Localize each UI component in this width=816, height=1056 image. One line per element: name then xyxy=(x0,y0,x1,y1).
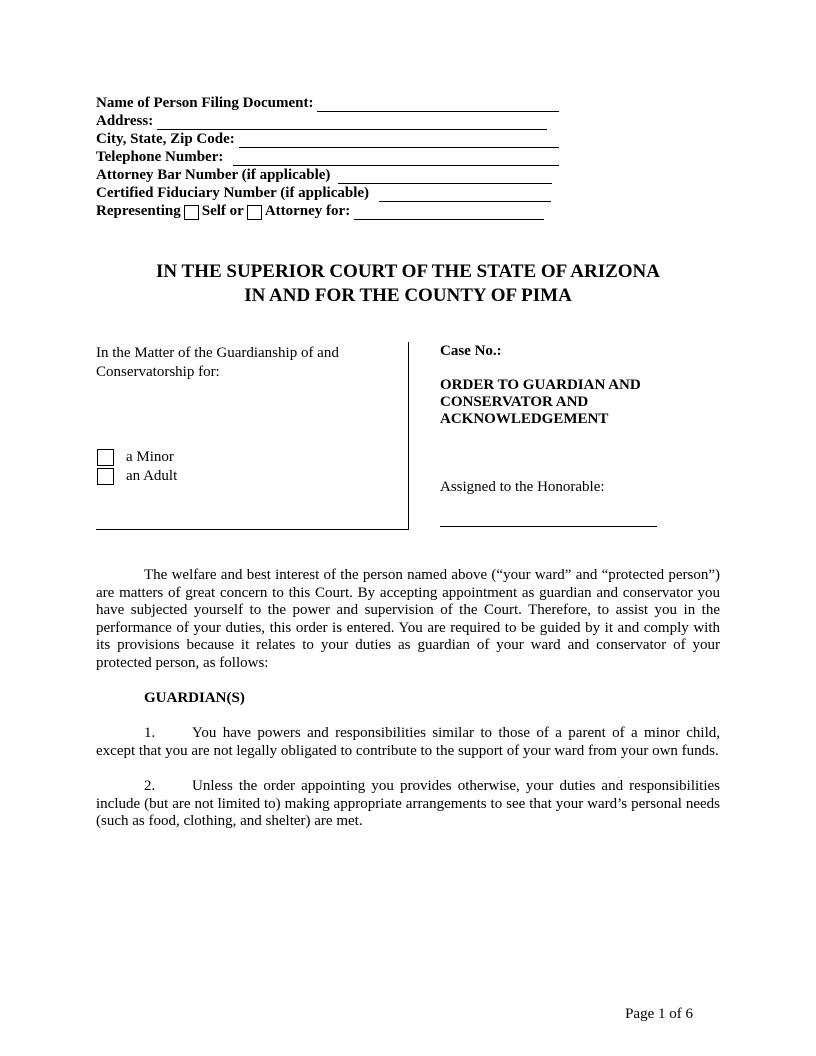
minor-checkbox[interactable] xyxy=(97,449,114,466)
bar-number-blank[interactable] xyxy=(338,168,552,184)
self-checkbox[interactable] xyxy=(184,205,199,220)
attorney-checkbox[interactable] xyxy=(247,205,262,220)
order-title xyxy=(440,377,700,428)
bar-number-label: Attorney Bar Number (if applicable) xyxy=(96,167,331,183)
item-1-number: 1. xyxy=(144,725,156,742)
filer-name-blank[interactable] xyxy=(317,96,559,112)
order-title-line1: ORDER TO GUARDIAN AND xyxy=(440,377,641,393)
minor-option xyxy=(96,448,174,466)
filer-info-block xyxy=(96,94,576,220)
address-blank[interactable] xyxy=(157,114,547,130)
assigned-judge-label: Assigned to the Honorable: xyxy=(440,479,605,495)
phone-blank[interactable] xyxy=(233,150,559,166)
attorney-for-blank[interactable] xyxy=(354,204,544,220)
page-number: Page 1 of 6 xyxy=(625,1006,693,1022)
case-number-label: Case No.: xyxy=(440,343,502,359)
caption-divider-vertical xyxy=(408,342,409,530)
court-title-line2: IN AND FOR THE COUNTY OF PIMA xyxy=(244,285,572,306)
phone-row xyxy=(96,148,576,166)
adult-label: an Adult xyxy=(126,468,178,484)
item-2 xyxy=(96,778,720,831)
representing-label: Representing xyxy=(96,203,181,219)
adult-checkbox[interactable] xyxy=(97,468,114,485)
city-label: City, State, Zip Code: xyxy=(96,131,235,147)
filer-name-label: Name of Person Filing Document: xyxy=(96,95,314,111)
phone-label: Telephone Number: xyxy=(96,149,224,165)
court-title-line1: IN THE SUPERIOR COURT OF THE STATE OF ARIZONA xyxy=(156,261,660,282)
bar-number-row xyxy=(96,166,576,184)
order-title-line3: ACKNOWLEDGEMENT xyxy=(440,411,609,427)
order-body xyxy=(96,567,720,849)
address-row xyxy=(96,112,576,130)
court-title xyxy=(0,260,816,308)
item-1 xyxy=(96,725,720,760)
intro-paragraph: The welfare and best interest of the person named above (“your ward” and “protected person”) are matters of great concern to this Court. By accepting appointment as guardian and conservator you have subjected yourself to the power and supervision of the Court. Therefore, to assist you in the performance of your duties, this order is entered. You are required to be guided by it and comply with its provisions because it relates to your duties as guardian of your ward and conservator of your protected person, as follows: xyxy=(96,567,720,671)
fiduciary-row xyxy=(96,184,576,202)
adult-option xyxy=(96,467,177,485)
address-label: Address: xyxy=(96,113,154,129)
item-2-text: Unless the order appointing you provides otherwise, your duties and responsibilities include (but are not limited to) making appropriate arrangements to see that your ward’s personal needs (such as food, clothing, and shelter) are met. xyxy=(96,778,720,830)
self-label: Self or xyxy=(201,203,244,219)
caption-divider-horizontal xyxy=(96,529,409,530)
item-1-text: You have powers and responsibilities similar to those of a parent of a minor child, except that you are not legally obligated to contribute to the support of your ward from your own funds. xyxy=(96,725,720,759)
order-title-line2: CONSERVATOR AND xyxy=(440,394,589,410)
matter-line2: Conservatorship for: xyxy=(96,364,220,380)
filer-name-row xyxy=(96,94,576,112)
section-heading-guardian: GUARDIAN(S) xyxy=(144,690,245,707)
representing-row xyxy=(96,202,576,220)
city-blank[interactable] xyxy=(239,132,559,148)
matter-caption xyxy=(96,344,396,382)
assigned-judge-blank[interactable] xyxy=(440,526,657,527)
item-2-number: 2. xyxy=(144,778,156,795)
matter-line1: In the Matter of the Guardianship of and xyxy=(96,345,339,361)
fiduciary-blank[interactable] xyxy=(379,186,551,202)
city-row xyxy=(96,130,576,148)
fiduciary-label: Certified Fiduciary Number (if applicable) xyxy=(96,185,370,201)
minor-label: a Minor xyxy=(126,449,174,465)
attorney-label: Attorney for: xyxy=(264,203,351,219)
